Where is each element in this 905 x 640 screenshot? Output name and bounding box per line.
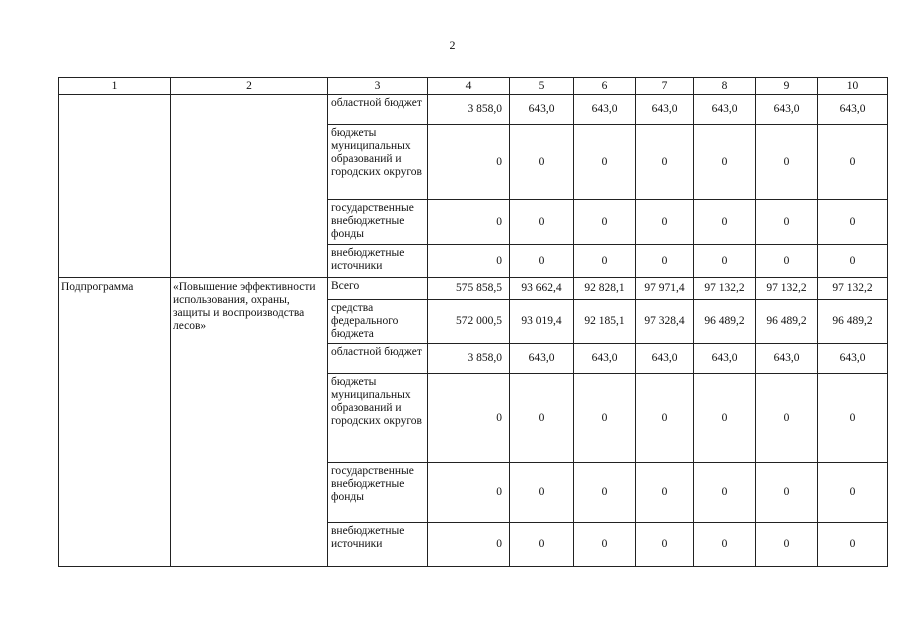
value-cell: 0 — [756, 125, 818, 200]
value-cell: 0 — [818, 125, 888, 200]
value-cell: 643,0 — [574, 95, 636, 125]
value-cell: 0 — [574, 125, 636, 200]
source-cell: государственные внебюджетные фонды — [328, 200, 428, 245]
value-cell: 0 — [818, 374, 888, 463]
subprogram-type-cell: Подпрограмма — [59, 278, 171, 567]
value-cell: 0 — [756, 245, 818, 278]
value-cell: 96 489,2 — [694, 300, 756, 344]
value-cell: 0 — [756, 463, 818, 523]
value-cell: 0 — [818, 463, 888, 523]
value-cell: 97 132,2 — [756, 278, 818, 300]
column-header: 3 — [328, 78, 428, 95]
value-cell: 0 — [694, 125, 756, 200]
value-cell: 93 019,4 — [510, 300, 574, 344]
value-cell: 0 — [756, 374, 818, 463]
page-number: 2 — [449, 38, 456, 52]
value-cell: 97 971,4 — [636, 278, 694, 300]
value-cell: 0 — [636, 245, 694, 278]
value-cell: 0 — [694, 523, 756, 567]
value-cell: 0 — [428, 125, 510, 200]
value-cell: 643,0 — [574, 344, 636, 374]
value-cell: 0 — [574, 245, 636, 278]
value-cell: 0 — [510, 245, 574, 278]
value-cell: 575 858,5 — [428, 278, 510, 300]
value-cell: 0 — [510, 523, 574, 567]
value-cell: 0 — [428, 523, 510, 567]
value-cell: 0 — [574, 200, 636, 245]
value-cell: 572 000,5 — [428, 300, 510, 344]
value-cell: 0 — [818, 200, 888, 245]
value-cell: 643,0 — [510, 95, 574, 125]
value-cell: 0 — [510, 463, 574, 523]
header-row — [59, 78, 888, 95]
column-header: 5 — [510, 78, 574, 95]
source-cell: внебюджетные источники — [328, 245, 428, 278]
column-header: 8 — [694, 78, 756, 95]
value-cell: 93 662,4 — [510, 278, 574, 300]
value-cell: 0 — [510, 374, 574, 463]
budget-table — [58, 77, 888, 567]
name-cell-empty — [171, 95, 328, 278]
value-cell: 0 — [694, 374, 756, 463]
value-cell: 643,0 — [694, 344, 756, 374]
column-header: 4 — [428, 78, 510, 95]
value-cell: 0 — [694, 200, 756, 245]
subprogram-name-cell: «Повышение эффективности использования, охраны, защиты и воспроизводства лесов» — [171, 278, 328, 567]
value-cell: 97 328,4 — [636, 300, 694, 344]
source-cell: внебюджетные источники — [328, 523, 428, 567]
value-cell: 3 858,0 — [428, 95, 510, 125]
value-cell: 0 — [756, 523, 818, 567]
value-cell: 0 — [428, 245, 510, 278]
column-header: 10 — [818, 78, 888, 95]
value-cell: 0 — [428, 200, 510, 245]
value-cell: 0 — [818, 523, 888, 567]
value-cell: 0 — [574, 374, 636, 463]
column-header: 1 — [59, 78, 171, 95]
value-cell: 0 — [510, 125, 574, 200]
source-cell: бюджеты муниципальных образований и городских округов — [328, 125, 428, 200]
column-header: 2 — [171, 78, 328, 95]
source-cell: Всего — [328, 278, 428, 300]
value-cell: 97 132,2 — [694, 278, 756, 300]
value-cell: 0 — [574, 463, 636, 523]
value-cell: 92 828,1 — [574, 278, 636, 300]
value-cell: 643,0 — [756, 344, 818, 374]
value-cell: 643,0 — [818, 95, 888, 125]
value-cell: 92 185,1 — [574, 300, 636, 344]
value-cell: 0 — [428, 463, 510, 523]
value-cell: 643,0 — [818, 344, 888, 374]
value-cell: 643,0 — [510, 344, 574, 374]
value-cell: 0 — [636, 374, 694, 463]
source-cell: областной бюджет — [328, 344, 428, 374]
value-cell: 3 858,0 — [428, 344, 510, 374]
value-cell: 0 — [636, 463, 694, 523]
value-cell: 0 — [510, 200, 574, 245]
table-row — [59, 278, 888, 300]
value-cell: 643,0 — [694, 95, 756, 125]
value-cell: 643,0 — [636, 95, 694, 125]
value-cell: 97 132,2 — [818, 278, 888, 300]
value-cell: 0 — [694, 463, 756, 523]
column-header: 7 — [636, 78, 694, 95]
source-cell: государственные внебюджетные фонды — [328, 463, 428, 523]
value-cell: 0 — [574, 523, 636, 567]
source-cell: бюджеты муниципальных образований и городских округов — [328, 374, 428, 463]
value-cell: 0 — [428, 374, 510, 463]
column-header: 9 — [756, 78, 818, 95]
value-cell: 0 — [694, 245, 756, 278]
value-cell: 643,0 — [636, 344, 694, 374]
value-cell: 0 — [756, 200, 818, 245]
value-cell: 0 — [636, 200, 694, 245]
value-cell: 96 489,2 — [818, 300, 888, 344]
column-header: 6 — [574, 78, 636, 95]
value-cell: 0 — [818, 245, 888, 278]
source-cell: средства федерального бюджета — [328, 300, 428, 344]
table-row — [59, 95, 888, 125]
value-cell: 643,0 — [756, 95, 818, 125]
type-cell-empty — [59, 95, 171, 278]
value-cell: 96 489,2 — [756, 300, 818, 344]
value-cell: 0 — [636, 125, 694, 200]
value-cell: 0 — [636, 523, 694, 567]
source-cell: областной бюджет — [328, 95, 428, 125]
